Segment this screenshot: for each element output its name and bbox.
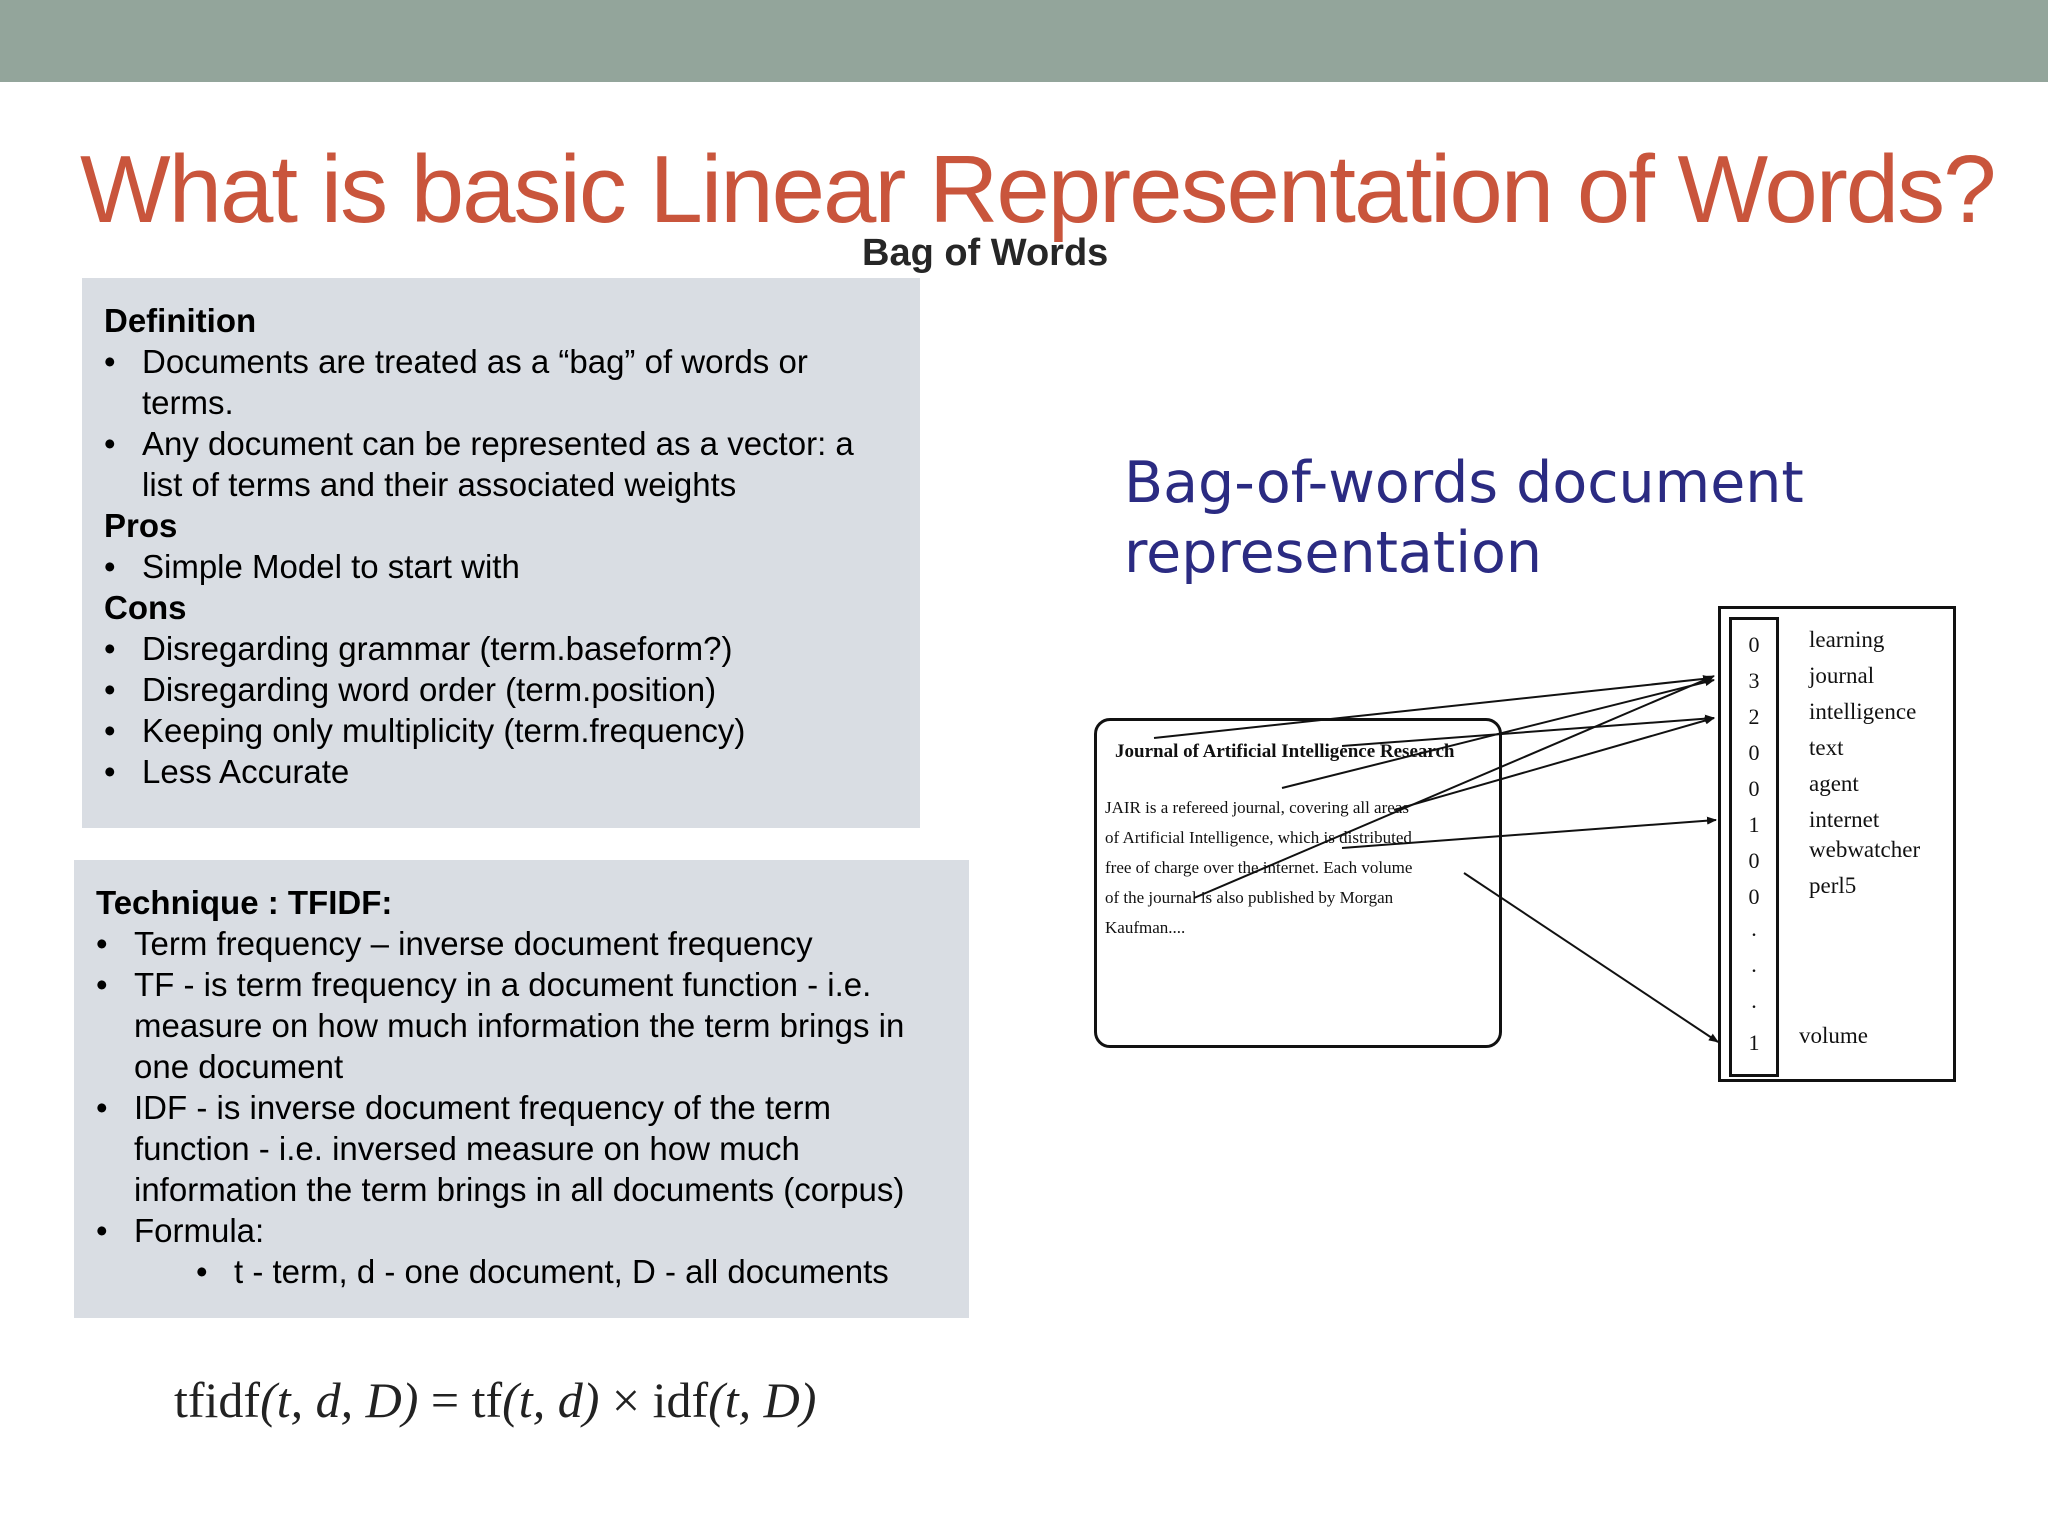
formula-sub-item: • t - term, d - one document, D - all documents bbox=[196, 1251, 949, 1292]
formula-sub-list bbox=[96, 1251, 949, 1292]
arrow-volume bbox=[1464, 873, 1718, 1042]
vector-value: 0 bbox=[1748, 848, 1760, 873]
figure-title: Bag-of-words document representation bbox=[1124, 450, 1804, 586]
arrow-journal-3 bbox=[1194, 676, 1714, 898]
pros-heading: Pros bbox=[104, 507, 178, 544]
cons-heading: Cons bbox=[104, 589, 187, 626]
technique-heading: Technique : TFIDF: bbox=[96, 884, 393, 921]
cons-item: • Keeping only multiplicity (term.frequency) bbox=[104, 710, 898, 751]
technique-list bbox=[96, 923, 949, 1251]
formula-idf: idf bbox=[652, 1372, 709, 1428]
arrow-intelligence-2 bbox=[1394, 718, 1714, 810]
vector-term: webwatcher bbox=[1809, 837, 1921, 862]
tfidf-formula bbox=[174, 1368, 816, 1432]
vector-term: journal bbox=[1809, 663, 1875, 688]
arrow-internet bbox=[1342, 820, 1716, 848]
vector-value: 3 bbox=[1748, 668, 1760, 693]
pros-item: • Simple Model to start with bbox=[104, 546, 898, 587]
vector-term: perl5 bbox=[1809, 873, 1857, 898]
definition-heading: Definition bbox=[104, 302, 257, 339]
cons-item: • Less Accurate bbox=[104, 751, 898, 792]
slide-subtitle: Bag of Words bbox=[862, 232, 1109, 274]
bag-of-words-figure bbox=[1072, 448, 1984, 1088]
technique-item: • IDF - is inverse document frequency of the term function - i.e. inversed measure on how much information the term brings in all documents (corpus) bbox=[96, 1087, 949, 1210]
technique-item: • Term frequency – inverse document frequency bbox=[96, 923, 949, 964]
vector-value: 0 bbox=[1748, 884, 1760, 909]
vector-term: volume bbox=[1799, 1023, 1868, 1048]
document-line: JAIR is a refereed journal, covering all areas bbox=[1105, 798, 1409, 817]
arrow-intelligence bbox=[1342, 718, 1714, 746]
vector-value: 2 bbox=[1748, 704, 1760, 729]
document-line: free of charge over the internet. Each volume bbox=[1105, 858, 1413, 877]
vector-term: learning bbox=[1809, 627, 1885, 652]
mapping-arrows bbox=[1072, 448, 1984, 1088]
vector-value: 0 bbox=[1748, 740, 1760, 765]
slide-title: What is basic Linear Representation of Words? bbox=[80, 136, 1995, 243]
document-heading: Journal of Artificial Intelligence Research bbox=[1115, 741, 1455, 762]
pros-list bbox=[104, 546, 898, 587]
vector-value: . bbox=[1751, 952, 1757, 977]
vector-value: 0 bbox=[1748, 776, 1760, 801]
vector-value: . bbox=[1751, 916, 1757, 941]
vector-value: 1 bbox=[1748, 812, 1760, 837]
definition-list bbox=[104, 341, 898, 505]
formula-idf-args: (t, D) bbox=[708, 1372, 817, 1428]
definition-box bbox=[82, 278, 920, 828]
formula-tf-args: (t, d) bbox=[502, 1372, 600, 1428]
document-line: Kaufman.... bbox=[1105, 918, 1186, 937]
definition-item: • Documents are treated as a “bag” of words or terms. bbox=[104, 341, 898, 423]
technique-item: • TF - is term frequency in a document function - i.e. measure on how much information the term brings in one document bbox=[96, 964, 949, 1087]
vector-term: internet bbox=[1809, 807, 1880, 832]
technique-box bbox=[74, 860, 969, 1318]
arrow-journal-2 bbox=[1282, 680, 1714, 788]
vector-term: intelligence bbox=[1809, 699, 1917, 724]
cons-item: • Disregarding word order (term.position) bbox=[104, 669, 898, 710]
vector-value: 1 bbox=[1748, 1030, 1760, 1055]
formula-args: (t, d, D) bbox=[260, 1372, 419, 1428]
vector-term: agent bbox=[1809, 771, 1859, 796]
vector-term: text bbox=[1809, 735, 1844, 760]
top-banner bbox=[0, 0, 2048, 82]
formula-tf: tf bbox=[471, 1372, 503, 1428]
definition-item: • Any document can be represented as a vector: a list of terms and their associated weights bbox=[104, 423, 898, 505]
formula-times: × bbox=[599, 1372, 653, 1428]
technique-item: • Formula: bbox=[96, 1210, 949, 1251]
formula-fn: tfidf bbox=[174, 1372, 261, 1428]
document-line: of the journal is also published by Morgan bbox=[1105, 888, 1394, 907]
formula-equals: = bbox=[418, 1372, 472, 1428]
arrow-journal bbox=[1154, 678, 1712, 738]
vector-value: . bbox=[1751, 988, 1757, 1013]
cons-item: • Disregarding grammar (term.baseform?) bbox=[104, 628, 898, 669]
cons-list bbox=[104, 628, 898, 792]
document-line: of Artificial Intelligence, which is distributed bbox=[1105, 828, 1412, 847]
vector-value: 0 bbox=[1748, 632, 1760, 657]
